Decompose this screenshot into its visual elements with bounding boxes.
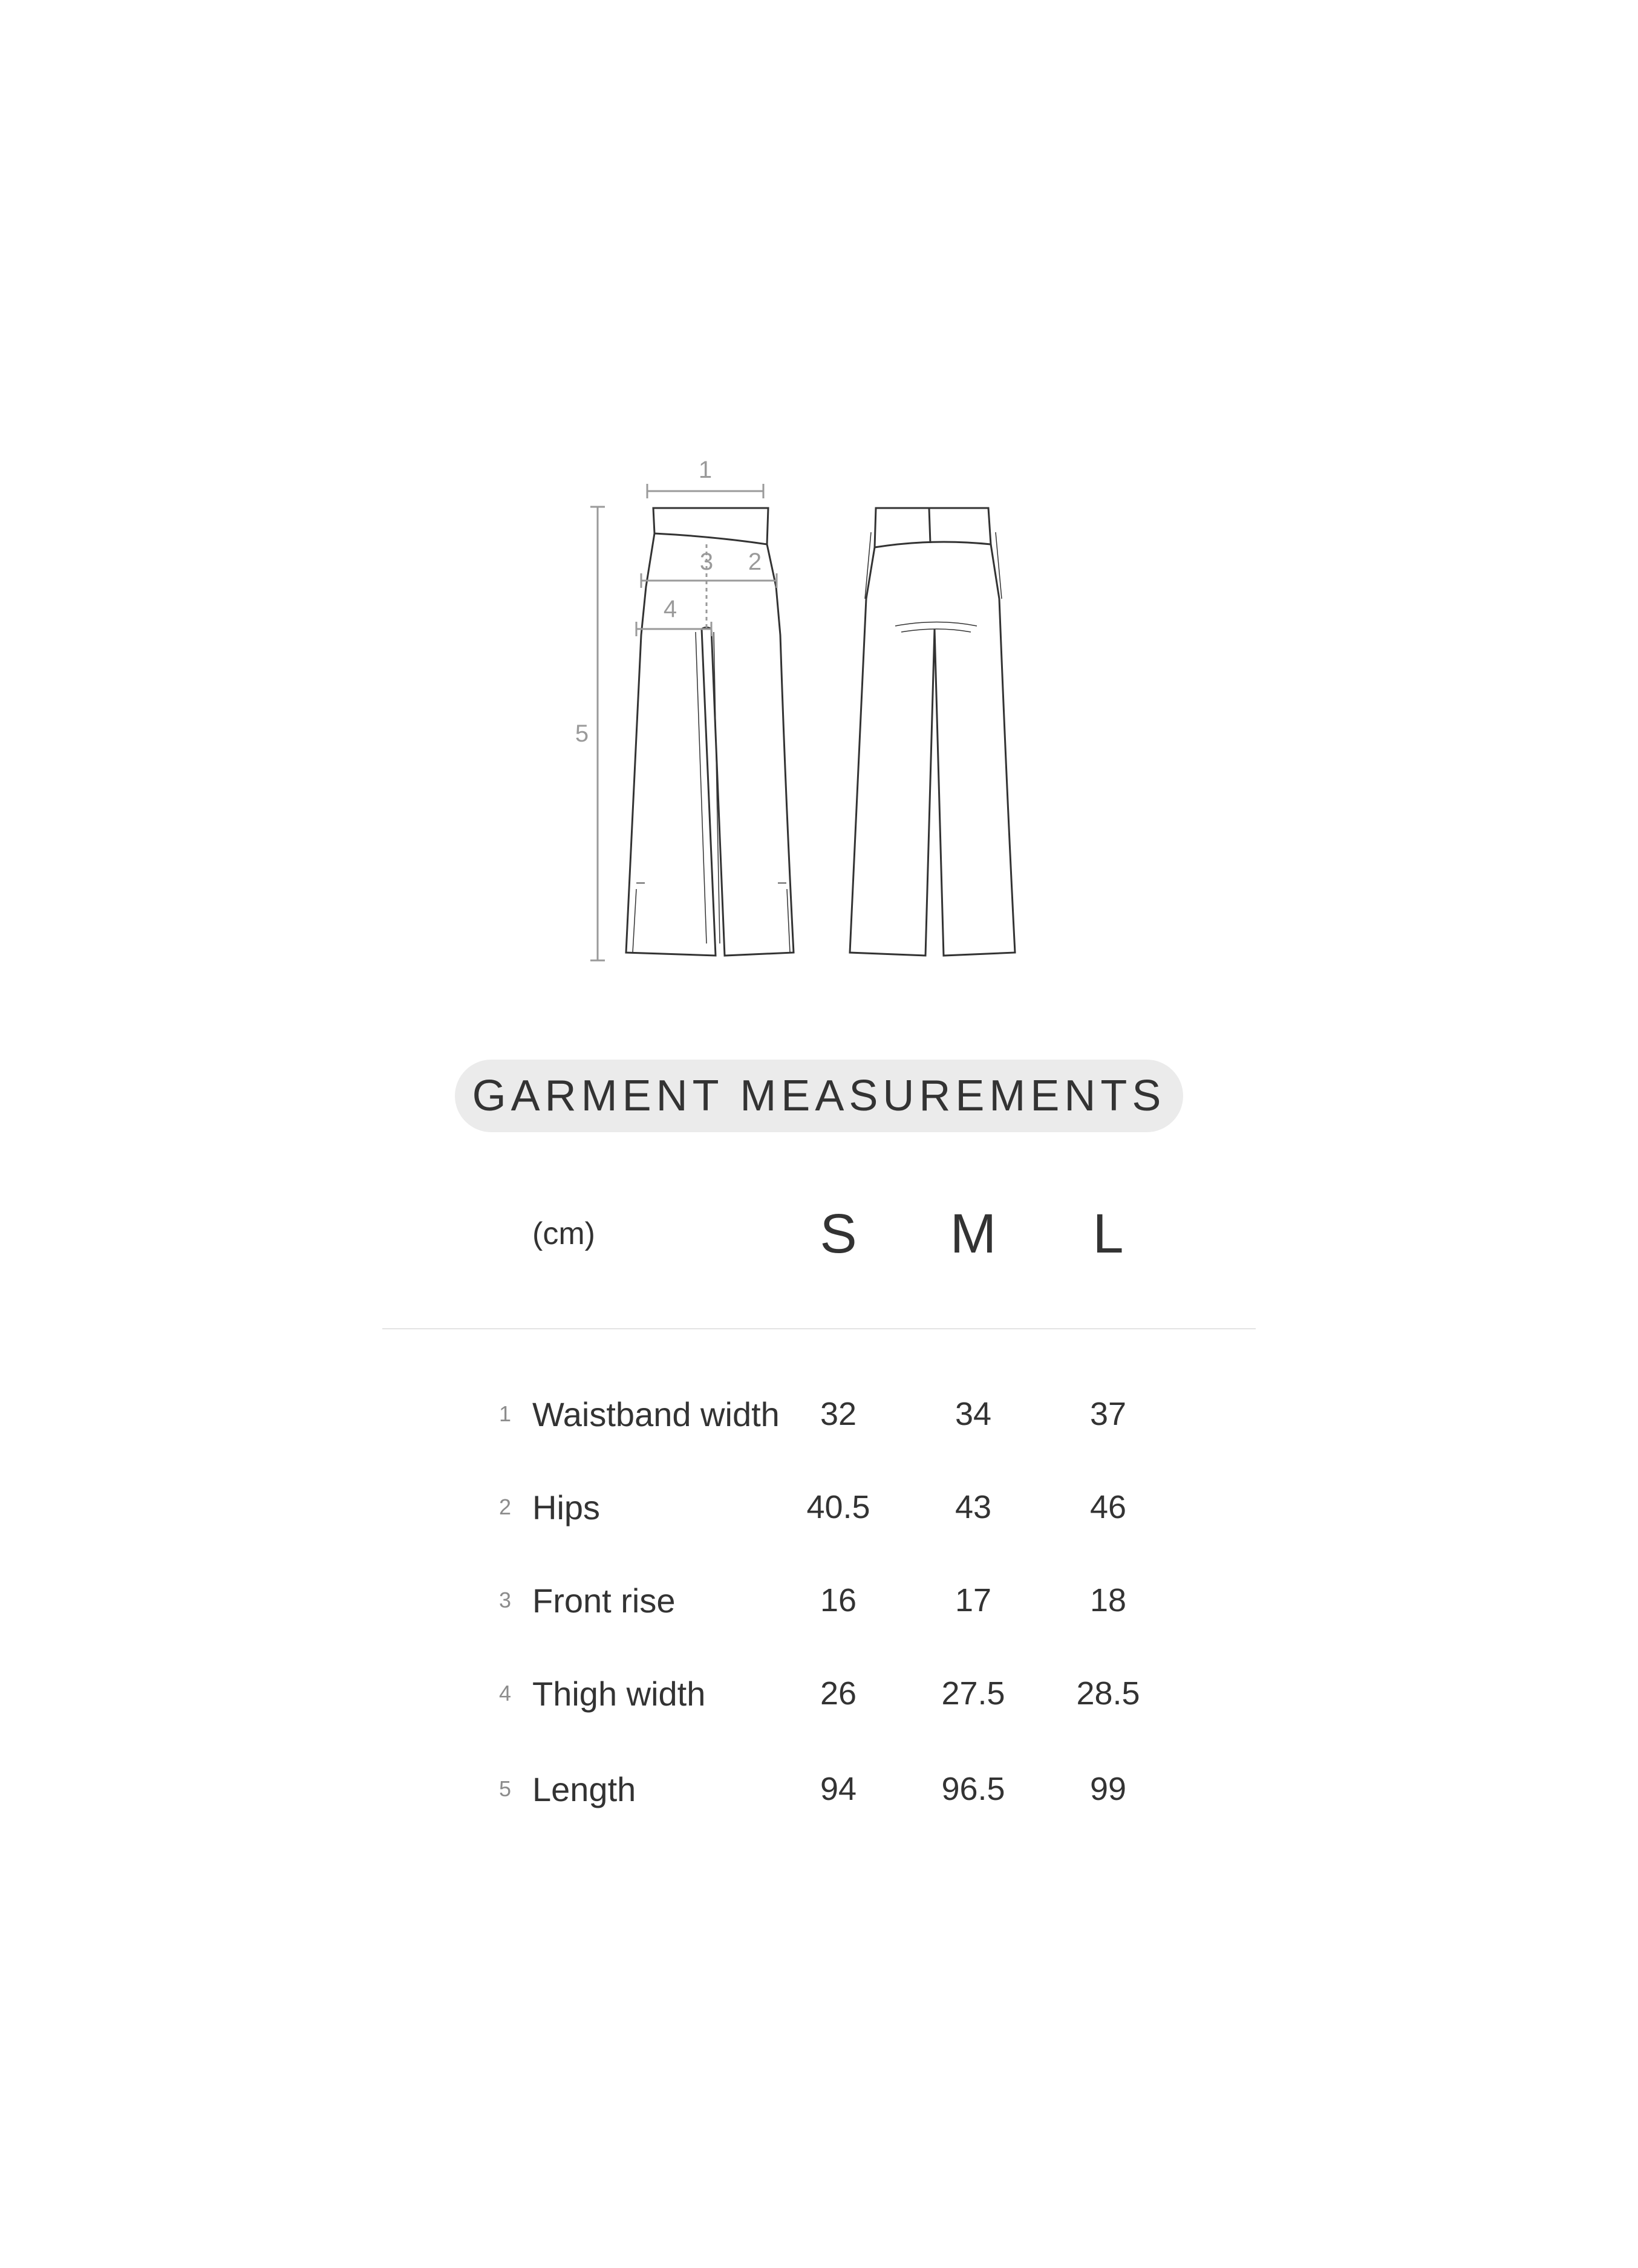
page-title: GARMENT MEASUREMENTS bbox=[472, 1072, 1166, 1120]
table-row bbox=[0, 1384, 1638, 1444]
value-l: 18 bbox=[1089, 1582, 1127, 1618]
value-l: 46 bbox=[1089, 1489, 1127, 1525]
value-l: 99 bbox=[1089, 1771, 1127, 1807]
trousers-back-view bbox=[850, 508, 1015, 956]
value-s: 40.5 bbox=[806, 1489, 870, 1525]
table-divider bbox=[382, 1328, 1256, 1329]
table-row bbox=[0, 1759, 1638, 1819]
size-header-l: L bbox=[1092, 1202, 1124, 1265]
dimension-label-4: 4 bbox=[663, 596, 677, 622]
value-s: 16 bbox=[820, 1582, 857, 1618]
size-header-m: M bbox=[950, 1202, 997, 1265]
value-m: 34 bbox=[954, 1396, 992, 1432]
table-row bbox=[0, 1663, 1638, 1724]
unit-label: (cm) bbox=[532, 1216, 595, 1251]
row-label: Waistband width bbox=[532, 1395, 780, 1433]
table-row bbox=[0, 1570, 1638, 1631]
value-m: 17 bbox=[954, 1582, 992, 1618]
dimension-labels bbox=[575, 457, 762, 747]
dimension-label-3: 3 bbox=[699, 549, 714, 575]
value-s: 94 bbox=[820, 1771, 857, 1807]
dimension-line-4 bbox=[636, 622, 711, 636]
title-banner bbox=[455, 1060, 1183, 1132]
dimension-line-1 bbox=[647, 484, 763, 498]
dimension-label-2: 2 bbox=[748, 549, 762, 575]
row-index: 4 bbox=[498, 1681, 512, 1706]
row-index: 1 bbox=[498, 1401, 512, 1426]
value-l: 37 bbox=[1089, 1396, 1127, 1432]
dimension-line-5 bbox=[590, 507, 605, 960]
row-index: 2 bbox=[498, 1494, 512, 1519]
value-l: 28.5 bbox=[1076, 1675, 1140, 1712]
trousers-front-view bbox=[626, 508, 794, 956]
value-m: 43 bbox=[954, 1489, 992, 1525]
row-label: Thigh width bbox=[532, 1674, 706, 1713]
row-label: Length bbox=[532, 1770, 636, 1808]
size-header-s: S bbox=[820, 1202, 857, 1265]
garment-technical-drawing bbox=[0, 0, 1638, 1028]
dimension-label-5: 5 bbox=[575, 720, 589, 747]
row-label: Front rise bbox=[532, 1581, 676, 1620]
row-index: 3 bbox=[498, 1588, 512, 1612]
row-label: Hips bbox=[532, 1488, 601, 1527]
dimension-line-2 bbox=[641, 573, 777, 588]
value-s: 32 bbox=[820, 1396, 857, 1432]
table-row bbox=[0, 1477, 1638, 1537]
row-index: 5 bbox=[498, 1776, 512, 1801]
value-m: 96.5 bbox=[941, 1771, 1005, 1807]
value-s: 26 bbox=[820, 1675, 857, 1712]
dimension-label-1: 1 bbox=[698, 457, 713, 483]
value-m: 27.5 bbox=[941, 1675, 1005, 1712]
